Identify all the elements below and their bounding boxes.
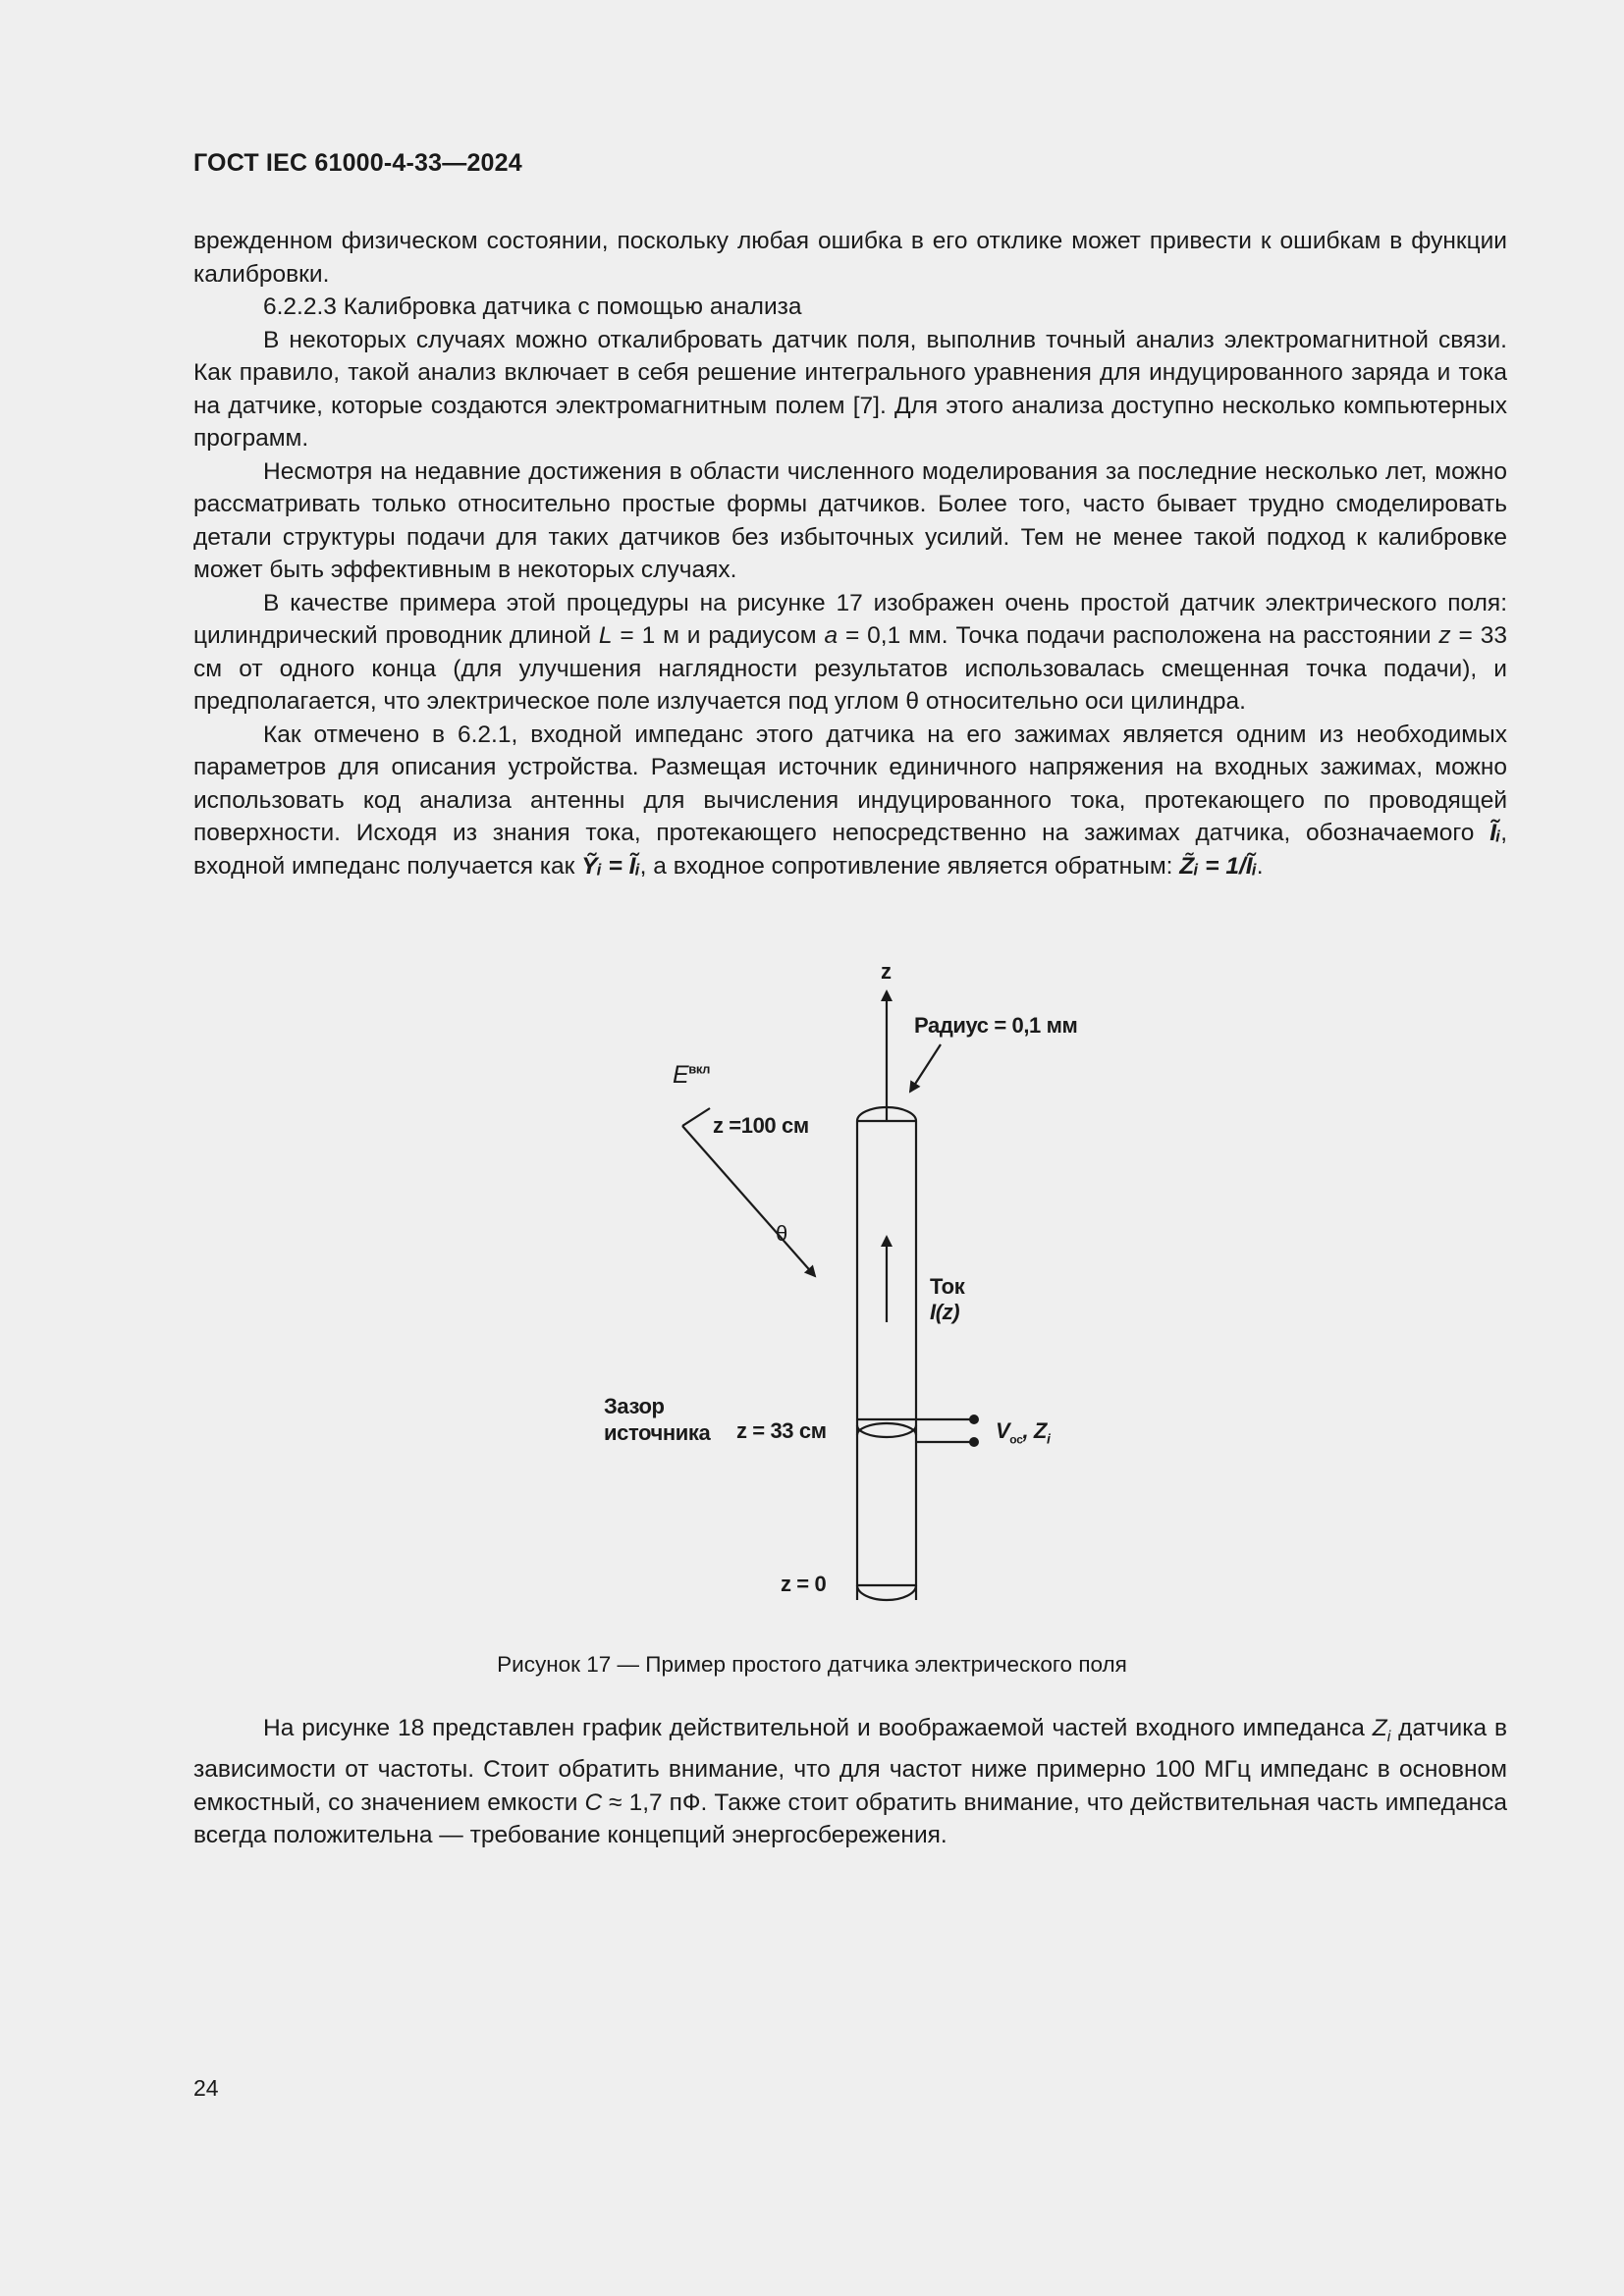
document-header: ГОСТ IEC 61000-4-33—2024 [193,149,522,177]
gap-label-line2: источника [604,1420,711,1445]
paragraph: Как отмечено в 6.2.1, входной импеданс этого датчика на его зажимах является одним из необходимых параметров для описания устройства. Размещая источник единичного напряжения на входных зажимах, можно использовать код анализа антенны для вычисления индуцированного тока, протекающего по проводящей поверхности. Исходя из знания тока, протекающего непосредственно на зажимах датчика, обозначаемого Ĩᵢ, входной импеданс получается как Ỹᵢ = Ĩᵢ, а входное сопротивление является обратным: Z̃ᵢ = 1/Ĩᵢ. [193,721,1507,880]
terminal-dot [969,1415,979,1424]
z-top-label: z =100 см [713,1113,809,1138]
formula-impedance: Z̃ᵢ = 1/Ĩᵢ [1179,852,1257,880]
z-mid-label: z = 33 см [736,1418,827,1443]
current-label: Ток [930,1274,965,1299]
e-field-arrow [682,1126,815,1276]
z-axis-label: z [881,959,892,984]
figure-17 [579,959,1168,1624]
section-heading: 6.2.2.3 Калибровка датчика с помощью анализа [263,294,802,320]
paragraph: врежденном физическом состоянии, поскольку любая ошибка в его отклике может привести к ошибкам в функции калибровки. [193,228,1507,288]
sensor-diagram [579,964,1168,1624]
body-text-upper [193,225,1507,882]
formula-admittance: Ỹᵢ = Ĩᵢ [581,852,640,880]
paragraph: Несмотря на недавние достижения в области численного моделирования за последние несколько лет, можно рассматривать только относительно простые формы датчиков. Более того, часто бывает трудно смоделировать детали структуры подачи для таких датчиков без избыточных усилий. Тем не менее такой подход к калибровке может быть эффективным в некоторых случаях. [193,457,1507,583]
paragraph: В некоторых случаях можно откалибровать датчик поля, выполнив точный анализ электромагнитной связи. Как правило, такой анализ включает в себя решение интегрального уравнения для индуцированного заряда и тока на датчике, которые создаются электромагнитным полем [7]. Для этого анализа доступно несколько компьютерных программ. [193,326,1507,452]
paragraph: На рисунке 18 представлен график действительной и воображаемой частей входного импеданса $Z_i$ датчика в зависимости от частоты. Стоит обратить внимание, что для частот ниже примерно 100 МГц импеданс в основном емкостный, со значением емкости C ≈ 1,7 пФ. Также стоит обратить внимание, что действительная часть импеданса всегда положительна — требование концепций энергосбережения. [193,1715,1507,1849]
terminal-dot [969,1437,979,1447]
e-field-short-arm [682,1108,710,1126]
gap-label-line1: Зазор [604,1394,665,1418]
page-number: 24 [193,2075,219,2101]
body-text-lower [193,1712,1507,1852]
terminal-label: $V_{oc}$, $Z_i$ [996,1418,1051,1447]
e-field-label: $E^{вкл}$ [673,1061,710,1089]
current-function-label: I(z) [930,1300,960,1324]
figure-caption: Рисунок 17 — Пример простого датчика электрического поля [497,1652,1127,1677]
z-bottom-label: z = 0 [781,1572,827,1596]
theta-label: θ [776,1221,787,1246]
cylinder-bottom-cap [857,1585,916,1600]
radius-pointer [910,1044,941,1092]
formula-current: Ĩᵢ [1489,820,1501,846]
radius-label: Радиус = 0,1 мм [914,1013,1078,1038]
paragraph: В качестве примера этой процедуры на рисунке 17 изображен очень простой датчик электрического поля: цилиндрический проводник длиной L = 1 м и радиусом a = 0,1 мм. Точка подачи расположена на расстоянии z = 33 см от одного конца (для улучшения наглядности результатов использовалась смещенная точка подачи), и предполагается, что электрическое поле излучается под углом θ относительно оси цилиндра. [193,589,1507,715]
